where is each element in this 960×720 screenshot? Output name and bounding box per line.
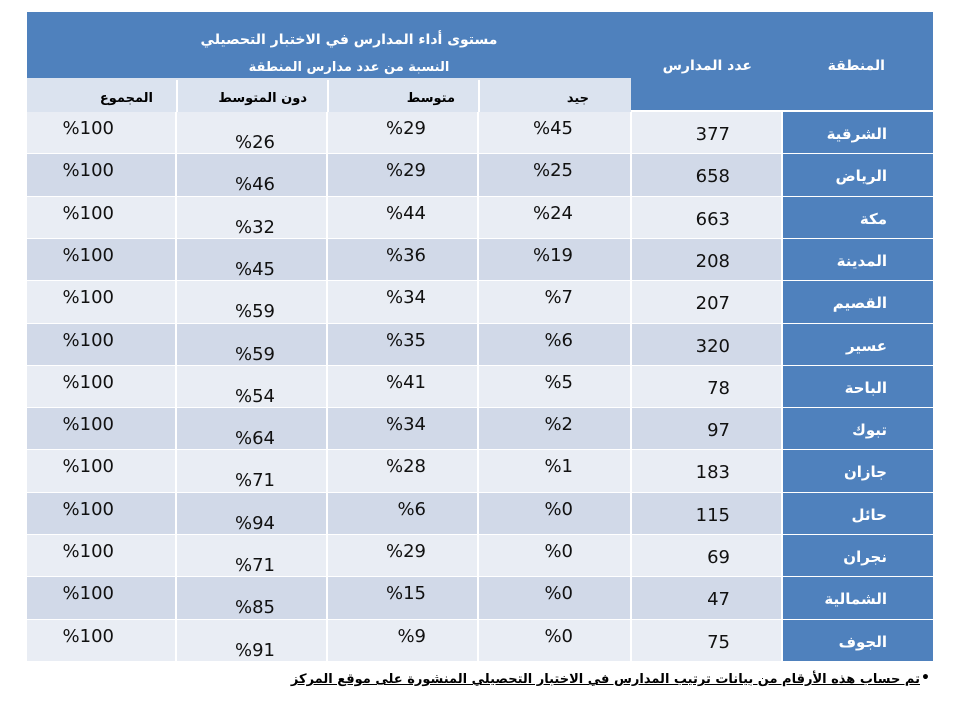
total-cell xyxy=(27,154,176,196)
total-cell xyxy=(27,239,176,281)
total-cell xyxy=(27,281,176,323)
average-cell-value: %6 xyxy=(397,498,426,520)
below-average-cell-value: %32 xyxy=(234,216,275,238)
region-column-header-cell xyxy=(782,12,933,110)
average-cell-value: %36 xyxy=(385,244,426,266)
total-cell-value: %100 xyxy=(62,160,114,182)
average-cell xyxy=(327,408,478,450)
schools-cell-value: 377 xyxy=(695,124,730,145)
good-cell xyxy=(478,281,631,323)
total-cell xyxy=(27,408,176,450)
total-cell xyxy=(27,366,176,408)
good-cell xyxy=(478,324,631,366)
good-cell-value: %0 xyxy=(544,625,573,647)
below-average-cell xyxy=(176,281,327,323)
average-cell xyxy=(327,112,478,154)
good-cell-value: %1 xyxy=(544,456,573,478)
region-cell xyxy=(782,197,933,239)
below-average-cell-value: %64 xyxy=(234,428,275,450)
total-cell xyxy=(27,577,176,619)
below-average-column-header: دون المتوسط xyxy=(218,91,307,106)
schools-cell-value: 78 xyxy=(707,377,730,399)
region-cell xyxy=(782,493,933,535)
average-cell-value: %41 xyxy=(385,371,426,393)
footnote-bullet: • xyxy=(921,670,930,686)
below-average-cell xyxy=(176,324,327,366)
region-name: الرياض xyxy=(835,167,887,186)
below-average-cell xyxy=(176,366,327,408)
region-name: حائل xyxy=(851,505,887,524)
below-average-cell-value: %85 xyxy=(234,597,275,619)
schools-cell xyxy=(631,324,782,366)
region-cell xyxy=(782,239,933,281)
below-average-cell-value: %59 xyxy=(234,301,275,323)
below-average-cell xyxy=(176,620,327,662)
average-column-header: متوسط xyxy=(406,91,455,106)
schools-cell xyxy=(631,450,782,492)
good-cell-value: %45 xyxy=(532,118,573,139)
total-cell-value: %100 xyxy=(62,625,114,647)
average-cell-value: %29 xyxy=(385,118,426,139)
good-cell-value: %19 xyxy=(532,244,573,266)
schools-cell-value: 208 xyxy=(695,250,730,272)
average-cell-value: %35 xyxy=(385,329,426,351)
total-cell xyxy=(27,112,176,154)
below-average-cell xyxy=(176,535,327,577)
total-cell-value: %100 xyxy=(62,244,114,266)
good-cell-value: %0 xyxy=(544,541,573,562)
good-cell xyxy=(478,577,631,619)
schools-cell-value: 663 xyxy=(695,208,730,230)
good-cell xyxy=(478,239,631,281)
schools-cell-value: 47 xyxy=(707,589,730,611)
average-cell xyxy=(327,535,478,577)
schools-cell xyxy=(631,239,782,281)
average-cell xyxy=(327,281,478,323)
total-cell xyxy=(27,450,176,492)
subheader-row xyxy=(27,78,631,112)
region-cell xyxy=(782,535,933,577)
schools-cell-value: 183 xyxy=(695,462,730,484)
below-average-cell xyxy=(176,197,327,239)
schools-cell xyxy=(631,112,782,154)
schools-cell xyxy=(631,154,782,196)
schools-cell-value: 320 xyxy=(695,335,730,357)
schools-cell-value: 115 xyxy=(695,504,730,526)
region-cell xyxy=(782,366,933,408)
good-cell-value: %5 xyxy=(544,371,573,393)
good-cell-value: %6 xyxy=(544,329,573,351)
good-cell-value: %0 xyxy=(544,583,573,605)
region-name: جازان xyxy=(843,463,887,482)
schools-cell-value: 75 xyxy=(707,631,730,653)
schools-column-header: عدد المدارس xyxy=(662,58,752,74)
good-cell xyxy=(478,154,631,196)
total-cell-value: %100 xyxy=(62,414,114,436)
schools-cell xyxy=(631,197,782,239)
average-cell-value: %29 xyxy=(385,160,426,182)
region-name: عسير xyxy=(846,336,887,355)
region-cell xyxy=(782,324,933,366)
total-cell xyxy=(27,493,176,535)
average-cell xyxy=(327,366,478,408)
region-cell xyxy=(782,450,933,492)
good-cell-value: %0 xyxy=(544,498,573,520)
good-cell xyxy=(478,112,631,154)
good-cell-value: %7 xyxy=(544,287,573,309)
average-cell-value: %44 xyxy=(385,202,426,224)
schools-cell-value: 69 xyxy=(707,547,730,568)
average-cell-value: %29 xyxy=(385,541,426,562)
average-cell xyxy=(327,577,478,619)
table-header-title-cell xyxy=(27,12,631,78)
total-column-header: المجموع xyxy=(99,91,153,106)
region-name: الشرقية xyxy=(826,125,887,143)
average-cell xyxy=(327,450,478,492)
total-cell-value: %100 xyxy=(62,498,114,520)
below-average-cell xyxy=(176,239,327,281)
region-name: الشمالية xyxy=(824,590,887,609)
good-cell xyxy=(478,408,631,450)
schools-cell xyxy=(631,493,782,535)
total-cell-value: %100 xyxy=(62,456,114,478)
good-cell xyxy=(478,535,631,577)
below-average-cell xyxy=(176,577,327,619)
total-cell-value: %100 xyxy=(62,329,114,351)
schools-cell-value: 97 xyxy=(707,420,730,442)
average-cell xyxy=(327,239,478,281)
average-cell xyxy=(327,197,478,239)
below-average-cell-value: %46 xyxy=(234,174,275,196)
schools-column-header-cell xyxy=(631,12,782,110)
average-cell-value: %34 xyxy=(385,287,426,309)
below-average-cell xyxy=(176,112,327,154)
schools-cell xyxy=(631,366,782,408)
below-average-cell-value: %91 xyxy=(234,639,275,661)
total-cell-value: %100 xyxy=(62,118,114,139)
below-average-cell-value: %94 xyxy=(234,512,275,534)
total-cell-value: %100 xyxy=(62,583,114,605)
region-name: مكة xyxy=(859,209,887,228)
below-average-cell xyxy=(176,493,327,535)
good-cell-value: %25 xyxy=(532,160,573,182)
schools-cell xyxy=(631,535,782,577)
below-average-cell xyxy=(176,450,327,492)
total-cell-value: %100 xyxy=(62,287,114,309)
region-name: الباحة xyxy=(844,378,887,397)
good-cell xyxy=(478,366,631,408)
schools-cell xyxy=(631,577,782,619)
region-name: نجران xyxy=(843,548,887,566)
total-cell-value: %100 xyxy=(62,202,114,224)
average-cell xyxy=(327,154,478,196)
good-cell-value: %24 xyxy=(532,202,573,224)
schools-cell-value: 658 xyxy=(695,166,730,188)
schools-cell xyxy=(631,281,782,323)
below-average-cell-value: %59 xyxy=(234,343,275,365)
total-cell xyxy=(27,197,176,239)
footnote: تم حساب هذه الأرقام من بيانات ترتيب المدارس في الاختبار التحصيلي المنشورة على موقع المركز xyxy=(290,672,920,687)
total-cell xyxy=(27,620,176,662)
region-cell xyxy=(782,620,933,662)
below-average-cell-value: %26 xyxy=(234,132,275,153)
total-cell-value: %100 xyxy=(62,541,114,562)
region-cell xyxy=(782,154,933,196)
below-average-cell-value: %71 xyxy=(234,470,275,492)
average-cell-value: %15 xyxy=(385,583,426,605)
region-cell xyxy=(782,112,933,154)
region-name: المدينة xyxy=(836,251,887,270)
table-title: مستوى أداء المدارس في الاختبار التحصيلي xyxy=(200,32,498,48)
schools-cell-value: 207 xyxy=(695,293,730,315)
schools-cell xyxy=(631,620,782,662)
below-average-cell xyxy=(176,154,327,196)
schools-cell xyxy=(631,408,782,450)
region-cell xyxy=(782,281,933,323)
below-average-cell-value: %45 xyxy=(234,258,275,280)
average-cell xyxy=(327,493,478,535)
good-cell xyxy=(478,197,631,239)
table-subtitle: النسبة من عدد مدارس المنطقة xyxy=(248,60,450,75)
average-cell-value: %34 xyxy=(385,414,426,436)
average-cell xyxy=(327,324,478,366)
average-cell-value: %28 xyxy=(385,456,426,478)
total-cell xyxy=(27,535,176,577)
region-name: القصيم xyxy=(832,294,887,313)
region-column-header: المنطقة xyxy=(827,58,885,74)
region-name: الجوف xyxy=(838,632,887,651)
good-cell xyxy=(478,620,631,662)
good-cell xyxy=(478,450,631,492)
below-average-cell-value: %54 xyxy=(234,385,275,407)
average-cell xyxy=(327,620,478,662)
below-average-cell-value: %71 xyxy=(234,555,275,576)
good-cell-value: %2 xyxy=(544,414,573,436)
total-cell xyxy=(27,324,176,366)
region-cell xyxy=(782,408,933,450)
good-cell xyxy=(478,493,631,535)
region-name: تبوك xyxy=(852,421,887,440)
region-cell xyxy=(782,577,933,619)
total-cell-value: %100 xyxy=(62,371,114,393)
average-cell-value: %9 xyxy=(397,625,426,647)
good-column-header: جيد xyxy=(566,91,589,106)
below-average-cell xyxy=(176,408,327,450)
